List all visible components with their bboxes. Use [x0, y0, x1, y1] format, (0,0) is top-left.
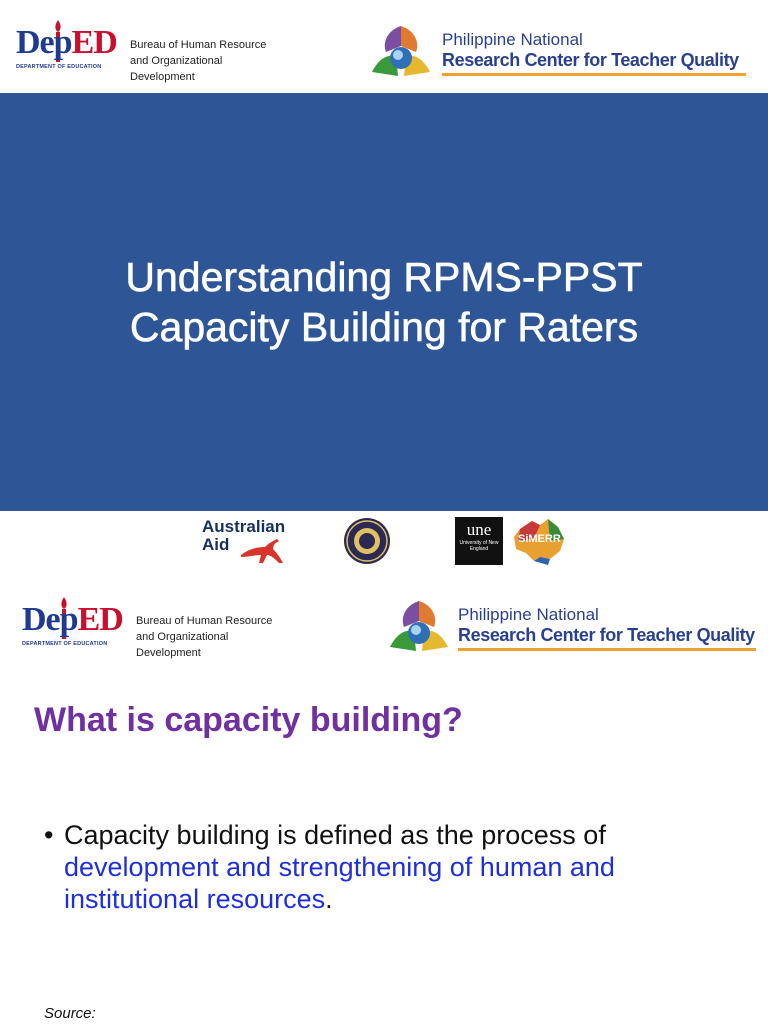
- pnrc-line2: Research Center for Teacher Quality: [458, 625, 755, 645]
- deped-wordmark-dep: Dep: [16, 24, 72, 61]
- une-logo: [455, 517, 503, 565]
- deped-tagline: DEPARTMENT OF EDUCATION: [22, 641, 108, 647]
- pnrc-line2: Research Center for Teacher Quality: [442, 50, 739, 70]
- simerr-text: SiMERR: [518, 533, 561, 545]
- bureau-line: and Organizational: [130, 55, 223, 67]
- bullet-marker: •: [44, 820, 54, 850]
- simerr-logo-icon: [510, 515, 568, 567]
- bullet-text-end: .: [325, 884, 333, 914]
- title-band: [0, 93, 768, 511]
- pnrc-line1: Philippine National: [458, 605, 599, 624]
- pnrc-wordmark: [458, 605, 756, 651]
- une-subtitle: University of New England: [459, 540, 499, 552]
- university-seal-icon: [343, 517, 391, 565]
- bureau-line: Development: [130, 71, 195, 83]
- pnrc-rule: [458, 648, 756, 651]
- pnrc-logo-icon: [386, 599, 452, 657]
- slide-header: [0, 0, 768, 90]
- deped-wordmark-dep: Dep: [22, 601, 78, 638]
- deped-wordmark-ed: ED: [71, 24, 117, 61]
- source-label: Source:: [44, 1005, 96, 1022]
- deped-tagline: DEPARTMENT OF EDUCATION: [16, 64, 102, 70]
- bullet-text-highlight: development and strengthening of human and institutional resources: [64, 852, 615, 914]
- bullet-text: [44, 819, 724, 915]
- pnrc-line1: Philippine National: [442, 30, 583, 49]
- bureau-label: [130, 37, 300, 85]
- deped-wordmark-ed: ED: [77, 601, 123, 638]
- bureau-label: [136, 613, 306, 661]
- pnrc-logo-icon: [368, 24, 434, 82]
- kangaroo-icon: [237, 535, 285, 565]
- une-mark: une: [466, 520, 492, 539]
- slide-heading: What is capacity building?: [34, 701, 463, 739]
- bullet-item: [44, 819, 724, 915]
- australian-aid-line1: Australian: [202, 517, 286, 536]
- slide-header: [0, 577, 768, 667]
- content-slide: [0, 577, 768, 1024]
- bullet-text-plain: Capacity building is defined as the process of: [64, 820, 606, 850]
- pnrc-rule: [442, 73, 746, 76]
- bureau-line: Bureau of Human Resource: [136, 615, 273, 627]
- bureau-line: and Organizational: [136, 631, 229, 643]
- partner-logos: [0, 511, 768, 577]
- bureau-line: Bureau of Human Resource: [130, 39, 267, 51]
- australian-aid-line2: Aid: [202, 535, 230, 554]
- slide-title-line2: Capacity Building for Raters: [129, 304, 639, 350]
- bureau-line: Development: [136, 647, 201, 659]
- slide-title-line1: Understanding RPMS-PPST: [125, 254, 643, 300]
- deped-logo: [22, 595, 132, 651]
- pnrc-wordmark: [442, 30, 746, 76]
- deped-logo: [16, 18, 126, 74]
